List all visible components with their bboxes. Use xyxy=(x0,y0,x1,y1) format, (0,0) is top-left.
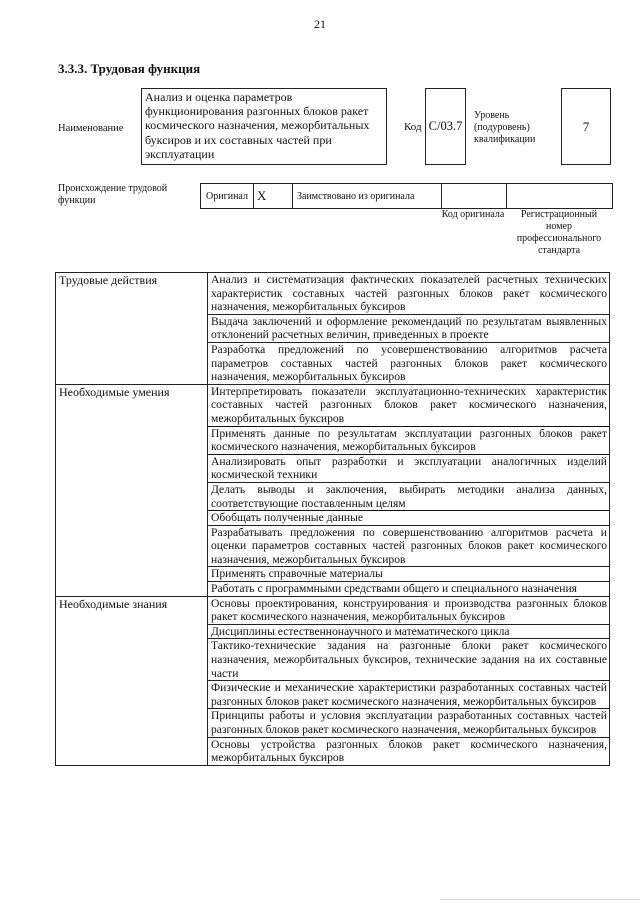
table-cell: Дисциплины естественнонаучного и математического цикла xyxy=(208,624,610,639)
level-value: 7 xyxy=(582,118,590,134)
page-number: 21 xyxy=(314,17,326,31)
table-cell: Интерпретировать показатели эксплуатационно-технических характеристик составных частей разгонных блоков ракет космического назначения, межорбитальных буксиров xyxy=(208,384,610,426)
table-cell: Анализировать опыт разработки и эксплуатации аналогичных изделий космической техники xyxy=(208,454,610,482)
table-cell: Основы устройства разгонных блоков ракет космического назначения, межорбитальных буксиров xyxy=(208,737,610,765)
origin-box xyxy=(200,183,613,209)
original-mark: X xyxy=(257,188,267,203)
table-cell: Разработка предложений по усовершенствованию алгоритмов расчета параметров составных частей разгонных блоков ракет космического назначения, межорбитальных буксиров xyxy=(208,342,610,384)
scan-line xyxy=(440,899,640,900)
table-cell: Выдача заключений и оформление рекомендаций по результатам выявленных отклонений расчетных величин, приведенных в проекте xyxy=(208,314,610,342)
original-mark-cell xyxy=(253,184,293,208)
table-cell: Применять справочные материалы xyxy=(208,567,610,582)
table-cell: Разрабатывать предложения по совершенствованию алгоритмов расчета и оценки параметров составных частей разгонных блоков ракет космического назначения, межорбитальных буксиров xyxy=(208,525,610,567)
registration-number-cell xyxy=(506,184,612,208)
table-row xyxy=(56,596,610,624)
table-row xyxy=(56,384,610,426)
table-cell: Обобщать полученные данные xyxy=(208,511,610,526)
section-heading: Трудовые действия xyxy=(56,273,208,385)
table-cell: Работать с программными средствами общего и специального назначения xyxy=(208,582,610,597)
code-label: Код xyxy=(404,121,422,133)
section-heading: Необходимые знания xyxy=(56,596,208,765)
table-cell: Принципы работы и условия эксплуатации разработанных составных частей разгонных блоков ракет космического назначения, межорбитальных буксиров xyxy=(208,709,610,737)
table-cell: Применять данные по результатам эксплуатации разгонных блоков ракет космического назначения, межорбитальных буксиров xyxy=(208,426,610,454)
code-value: C/03.7 xyxy=(428,119,463,133)
code-caption: Код оригинала xyxy=(441,209,505,220)
original-label-cell xyxy=(201,184,254,208)
function-name-value: Анализ и оценка параметров функционирования разгонных блоков ракет космического назначения, межорбитальных буксиров и их составных частей при эксплуатации xyxy=(145,90,370,161)
name-label: Наименование xyxy=(58,123,124,134)
competency-table xyxy=(55,272,610,766)
borrowed-label: Заимствовано из оригинала xyxy=(297,190,415,202)
level-label: Уровень (подуровень) квалификации xyxy=(474,110,536,145)
original-code-cell xyxy=(442,184,507,208)
section-heading: Необходимые умения xyxy=(56,384,208,596)
table-cell: Анализ и систематизация фактических показателей расчетных технических характеристик составных частей разгонных блоков ракет космического назначения, межорбитальных буксиров xyxy=(208,273,610,315)
code-box xyxy=(425,88,466,165)
original-label: Оригинал xyxy=(206,190,248,202)
table-cell: Делать выводы и заключения, выбирать методики анализа данных, соответствующие поставленным целям xyxy=(208,482,610,510)
level-box xyxy=(561,88,611,165)
registration-caption: Регистрационный номер профессионального стандарта xyxy=(516,209,602,256)
table-row xyxy=(56,273,610,315)
origin-label: Происхождение трудовой функции xyxy=(58,183,168,206)
section-title: 3.3.3. Трудовая функция xyxy=(58,61,201,76)
table-cell: Основы проектирования, конструирования и производства разгонных блоков ракет космического назначения, межорбитальных буксиров xyxy=(208,596,610,624)
function-name-box xyxy=(141,88,387,165)
table-cell: Тактико-технические задания на разгонные блоки ракет космического назначения, межорбитальных буксиров, технические задания на их составные части xyxy=(208,639,610,681)
table-cell: Физические и механические характеристики разработанных составных частей разгонных блоков ракет космического назначения, межорбитальных буксиров xyxy=(208,681,610,709)
borrowed-label-cell xyxy=(293,184,442,208)
